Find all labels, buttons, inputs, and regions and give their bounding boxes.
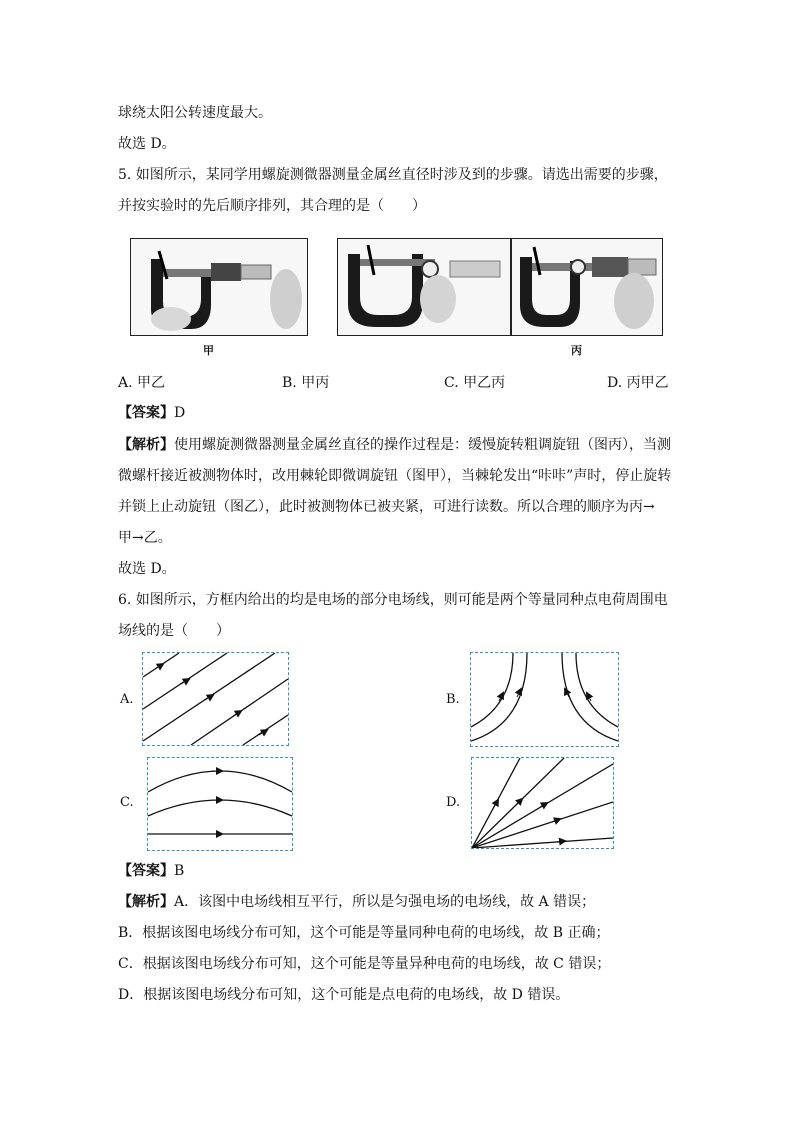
micrometer-photo-jia <box>130 238 308 336</box>
analysis-text: 使用螺旋测微器测量金属丝直径的操作过程是：缓慢旋转粗调旋钮（图丙），当测 <box>174 437 671 453</box>
option-c: C. 甲乙丙 <box>444 375 506 391</box>
analysis-text: D．根据该图电场线分布可知，这个可能是点电荷的电场线，故 D 错误。 <box>118 987 570 1003</box>
field-diagram-b <box>470 652 619 747</box>
analysis-tag: 【解析】 <box>118 437 174 453</box>
text-line: 故选 D。 <box>118 136 176 152</box>
option-d: D. 丙甲乙 <box>607 375 669 391</box>
field-diagram-d <box>471 757 614 849</box>
analysis-tag: 【解析】 <box>118 894 174 910</box>
field-diagram-a <box>142 652 289 746</box>
analysis-text: 甲→乙。 <box>118 530 172 546</box>
option-b: B. 甲丙 <box>282 375 330 391</box>
text-line: 球绕太阳公转速度最大。 <box>118 105 272 121</box>
figure-label-b: B. <box>446 692 460 707</box>
answer-value: D <box>174 405 186 421</box>
conclusion-text: 故选 D。 <box>118 561 176 577</box>
micrometer-photo-bing <box>511 238 663 336</box>
analysis-text: 微螺杆接近被测物体时，改用棘轮即微调旋钮（图甲），当棘轮发出“咔咔”声时，停止旋转 <box>118 468 672 484</box>
photo-caption: 丙 <box>571 344 582 357</box>
question-6-text: 场线的是（ ） <box>118 623 230 639</box>
question-6-text: 6. 如图所示，方框内给出的均是电场的部分电场线，则可能是两个等量同种点电荷周围电 <box>118 592 668 608</box>
analysis-text: 并锁上止动旋钮（图乙），此时被测物体已被夹紧，可进行读数。所以合理的顺序为丙→ <box>118 499 655 515</box>
analysis-text: A．该图中电场线相互平行，所以是匀强电场的电场线，故 A 错误； <box>174 894 596 910</box>
answer-line <box>118 403 185 423</box>
question-5-text: 并按实验时的先后顺序排列，其合理的是（ ） <box>118 198 426 214</box>
question-5-text: 5. 如图所示，某同学用螺旋测微器测量金属丝直径时涉及到的步骤。请选出需要的步骤， <box>118 167 668 183</box>
answer-value: B <box>174 863 185 879</box>
photo-caption: 甲 <box>203 344 214 357</box>
answer-tag: 【答案】 <box>118 405 174 421</box>
micrometer-photo-yi <box>337 238 511 336</box>
analysis-line <box>118 892 595 912</box>
figure-label-a: A. <box>120 692 134 707</box>
figure-label-c: C. <box>120 795 134 810</box>
answer-line <box>118 861 184 881</box>
analysis-line <box>118 435 671 455</box>
field-diagram-c <box>147 757 293 851</box>
option-a: A. 甲乙 <box>118 375 166 391</box>
figure-label-d: D. <box>446 795 461 810</box>
answer-tag: 【答案】 <box>118 863 174 879</box>
analysis-text: B．根据该图电场线分布可知，这个可能是等量同种电荷的电场线，故 B 正确； <box>118 925 610 941</box>
analysis-text: C．根据该图电场线分布可知，这个可能是等量异种电荷的电场线，故 C 错误； <box>118 956 611 972</box>
